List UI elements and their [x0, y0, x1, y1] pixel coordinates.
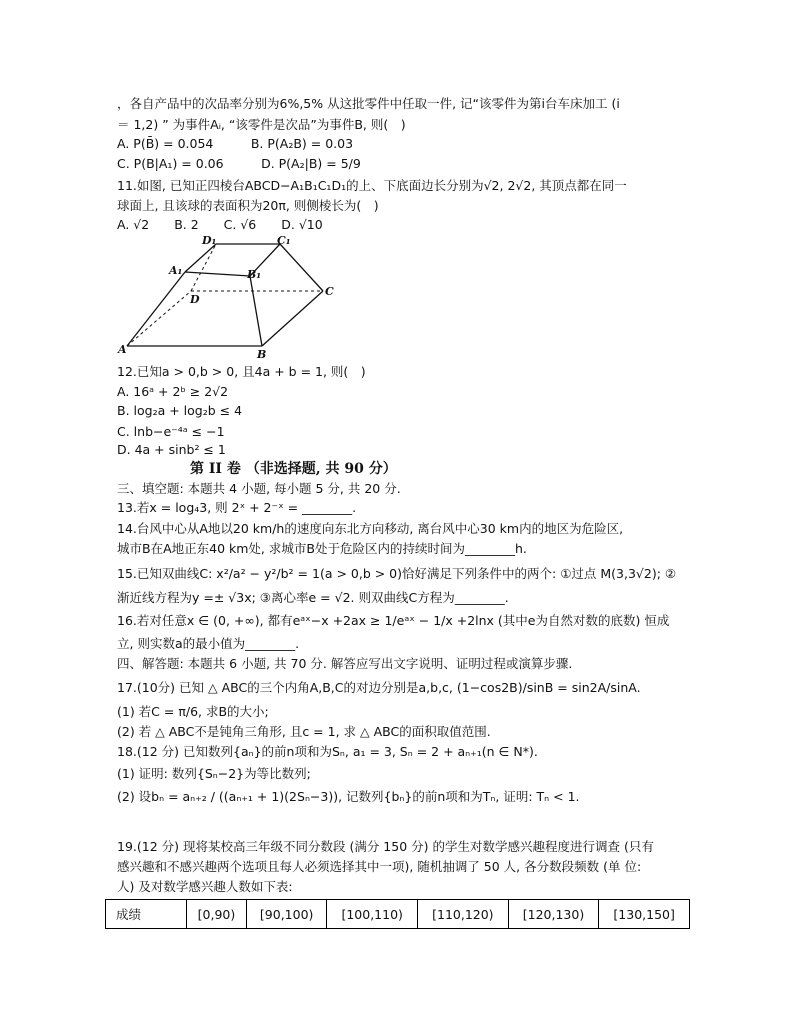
table-cell: [0,90): [187, 900, 247, 929]
q12-text: 12.已知a > 0,b > 0, 且4a + b = 1, 则( ): [117, 364, 366, 379]
q17-part-2: (2) 若 △ ABC不是钝角三角形, 且c = 1, 求 △ ABC的面积取值范围.: [117, 724, 491, 739]
edge-d1a1: [185, 244, 216, 272]
q18-text: 18.(12 分) 已知数列{aₙ}的前n项和为Sₙ, a₁ = 3, Sₙ = 2 + aₙ₊₁(n ∈ N*).: [117, 744, 538, 759]
q14-text-line-1: 14.台风中心从A地以20 km/h的速度向东北方向移动, 离台风中心30 km内的地区为危险区,: [117, 521, 624, 536]
label-a1: A₁: [169, 264, 183, 277]
label-c: C: [325, 285, 334, 298]
label-b1: B₁: [247, 268, 262, 281]
edge-a1b1: [185, 272, 250, 276]
label-d1: D₁: [202, 234, 217, 247]
table-cell: [90,100): [246, 900, 326, 929]
q16-text-line-2: 立, 则实数a的最小值为________.: [117, 636, 300, 651]
q13-text: 13.若x = log₄3, 则 2ˣ + 2⁻ˣ = ________.: [117, 500, 357, 515]
q19-text-line-1: 19.(12 分) 现将某校高三年级不同分数段 (满分 150 分) 的学生对数学感兴趣程度进行调查 (只有: [117, 839, 654, 854]
q10-text-line-1: ，各自产品中的次品率分别为6%,5% 从这批零件中任取一件, 记“该零件为第i台车床加工 (i: [117, 96, 620, 111]
q12-option-b: B. log₂a + log₂b ≤ 4: [117, 403, 243, 418]
q11-text-line-2: 球面上, 且该球的表面积为20π, 则侧棱长为( ): [117, 198, 379, 213]
label-d: D: [190, 293, 200, 306]
label-c1: C₁: [277, 234, 291, 247]
table-row: [106, 900, 690, 929]
q16-text-line-1: 16.若对任意x ∈ (0, +∞), 都有eᵃˣ−x +2ax ≥ 1/eᵃˣ − 1/x +2lnx (其中e为自然对数的底数) 恒成: [117, 613, 670, 628]
score-table: [105, 899, 690, 929]
q12-option-a: A. 16ᵃ + 2ᵇ ≥ 2√2: [117, 384, 229, 399]
answer-heading: 四、解答题: 本题共 6 小题, 共 70 分. 解答应写出文字说明、证明过程或演算步骤.: [117, 656, 573, 671]
q18-part-2: (2) 设bₙ = aₙ₊₂ / ((aₙ₊₁ + 1)(2Sₙ−3)), 记数列{bₙ}的前n项和为Tₙ, 证明: Tₙ < 1.: [117, 789, 580, 804]
q10-text-line-2: ＝ 1,2) ” 为事件Aᵢ, “该零件是次品”为事件B, 则( ): [117, 117, 406, 132]
label-b: B: [257, 348, 267, 360]
table-cell: [100,110): [327, 900, 418, 929]
table-header-cell: 成绩: [106, 900, 187, 929]
q12-option-c: C. lnb−e⁻⁴ᵃ ≤ −1: [117, 424, 225, 439]
q12-option-d: D. 4a + sinb² ≤ 1: [117, 442, 226, 457]
q19-text-line-2: 感兴趣和不感兴趣两个选项且每人必须选择其中一项), 随机抽调了 50 人, 各分数段频数 (单 位:: [117, 859, 642, 874]
edge-aa1: [127, 272, 185, 346]
frustum-figure: [117, 234, 347, 360]
edge-bc: [262, 291, 323, 346]
hidden-edge-ad: [127, 291, 191, 346]
q10-options-cd: C. P(B|A₁) = 0.06 D. P(A₂|B) = 5/9: [117, 156, 361, 171]
label-a: A: [118, 343, 127, 356]
q17-text: 17.(10分) 已知 △ ABC的三个内角A,B,C的对边分别是a,b,c, (1−cos2B)/sinB = sin2A/sinA.: [117, 680, 641, 695]
q11-text-line-1: 11.如图, 已知正四棱台ABCD−A₁B₁C₁D₁的上、下底面边长分别为√2, 2√2, 其顶点都在同一: [117, 178, 627, 193]
q10-options-ab: A. P(B̄) = 0.054 B. P(A₂B) = 0.03: [117, 136, 354, 151]
q17-part-1: (1) 若C = π/6, 求B的大小;: [117, 704, 269, 719]
q15-text-line-1: 15.已知双曲线C: x²/a² − y²/b² = 1(a > 0,b > 0)恰好满足下列条件中的两个: ①过点 M(3,3√2); ②: [117, 566, 677, 581]
q15-text-line-2: 渐近线方程为y =± √3x; ③离心率e = √2. 则双曲线C方程为________.: [117, 590, 509, 605]
edge-cc1: [280, 244, 323, 291]
section-title: 第 II 卷 （非选择题, 共 90 分）: [190, 461, 397, 477]
q18-part-1: (1) 证明: 数列{Sₙ−2}为等比数列;: [117, 766, 311, 781]
fill-in-heading: 三、填空题: 本题共 4 小题, 每小题 5 分, 共 20 分.: [117, 481, 401, 496]
edge-bb1: [250, 276, 262, 346]
hidden-edge-dd1: [191, 244, 216, 291]
table-cell: [130,150]: [599, 900, 690, 929]
q19-text-line-3: 人) 及对数学感兴趣人数如下表:: [117, 879, 293, 894]
q14-text-line-2: 城市B在A地正东40 km处, 求城市B处于危险区内的持续时间为________h.: [117, 541, 527, 556]
table-cell: [120,130): [508, 900, 599, 929]
table-cell: [110,120): [418, 900, 509, 929]
q11-options: A. √2 B. 2 C. √6 D. √10: [117, 217, 323, 232]
